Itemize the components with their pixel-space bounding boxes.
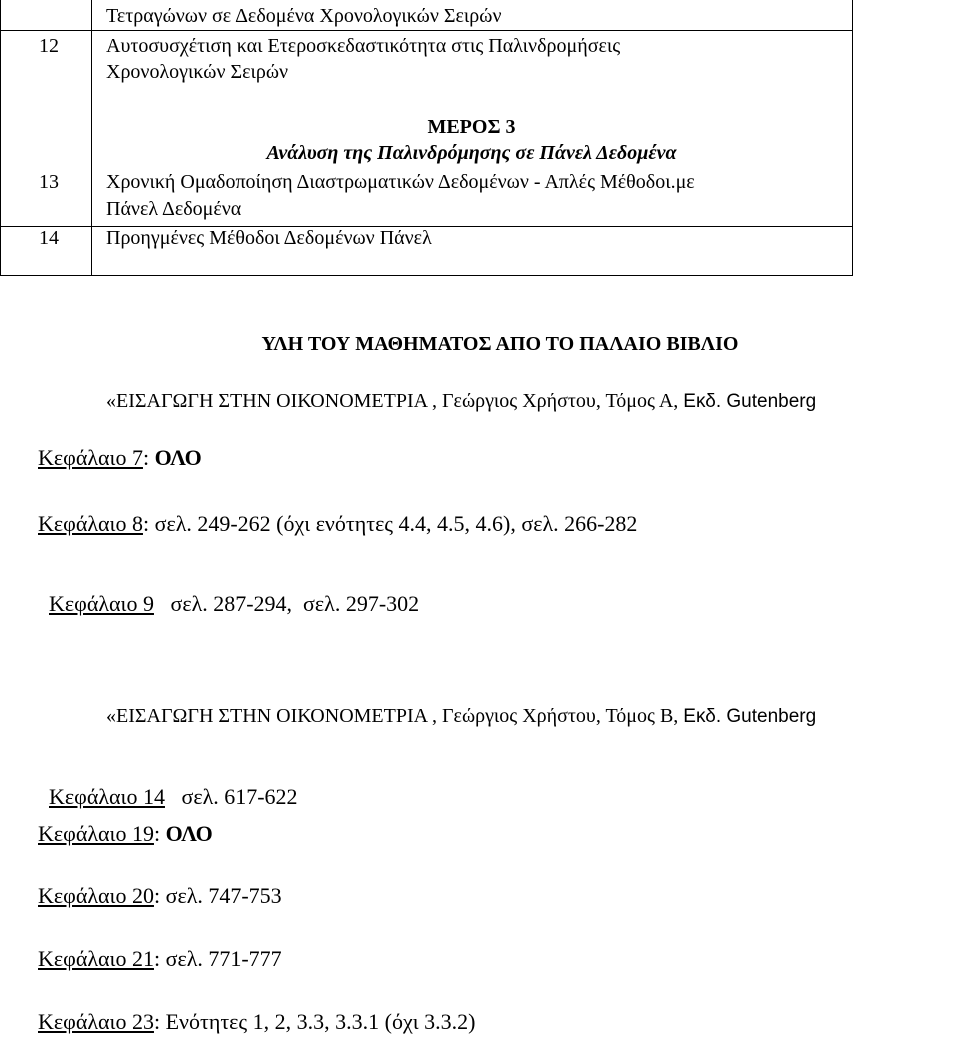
table-row-continued-text: Τετραγώνων σε Δεδομένα Χρονολογικών Σειρών (106, 5, 502, 27)
chapter-pages: σελ. 287-294, σελ. 297-302 (170, 591, 420, 616)
chapter-label: Κεφάλαιο 20 (38, 883, 154, 908)
book-a-publisher: Εκδ. Gutenberg (683, 391, 817, 412)
chapter-separator: : (153, 1009, 166, 1034)
chapter-separator (165, 784, 182, 809)
chapter-scope-bold: ΟΛΟ (154, 445, 202, 470)
table-row-divider (1, 30, 852, 31)
chapter-separator: : (153, 946, 166, 971)
chapter-entry (38, 565, 419, 617)
chapter-entry (38, 1009, 475, 1035)
chapter-pages: Ενότητες 1, 2, 3.3, 3.3.1 (όχι 3.3.2) (165, 1009, 476, 1034)
row-14-title-line1: Προηγμένες Μέθοδοι Δεδομένων Πάνελ (106, 227, 432, 249)
chapter-entry (38, 511, 637, 537)
row-12-title-line2: Χρονολογικών Σειρών (106, 61, 289, 83)
row-number-14: 14 (39, 227, 59, 249)
chapter-pages: σελ. 747-753 (165, 883, 282, 908)
chapter-pages: σελ. 249-262 (όχι ενότητες 4.4, 4.5, 4.6), σελ. 266-282 (154, 511, 638, 536)
row-13-title-line2: Πάνελ Δεδομένα (106, 198, 242, 220)
chapter-label: Κεφάλαιο 14 (49, 784, 165, 809)
row-12-title-line1: Αυτοσυσχέτιση και Ετεροσκεδαστικότητα στις Παλινδρομήσεις (106, 35, 621, 57)
part-subtitle: Ανάλυση της Παλινδρόμησης σε Πάνελ Δεδομένα (266, 142, 677, 164)
book-b-title: «ΕΙΣΑΓΩΓΗ ΣΤΗΝ ΟΙΚΟΝΟΜΕΤΡΙΑ , Γεώργιος Χρήστου, Τόμος Β, (106, 705, 679, 727)
old-book-heading: ΥΛΗ ΤΟΥ ΜΑΘΗΜΑΤΟΣ ΑΠΟ ΤΟ ΠΑΛΑΙΟ ΒΙΒΛΙΟ (261, 333, 739, 355)
chapter-entry (38, 758, 298, 810)
book-a-reference (106, 390, 816, 413)
chapter-label: Κεφάλαιο 9 (49, 591, 154, 616)
chapter-label: Κεφάλαιο 8 (38, 511, 143, 536)
chapter-separator (154, 591, 171, 616)
chapter-label: Κεφάλαιο 21 (38, 946, 154, 971)
book-b-publisher: Εκδ. Gutenberg (683, 706, 817, 727)
chapter-entry (38, 821, 213, 847)
book-a-title: «ΕΙΣΑΓΩΓΗ ΣΤΗΝ ΟΙΚΟΝΟΜΕΤΡΙΑ , Γεώργιος Χρήστου, Τόμος Α, (106, 390, 679, 412)
chapter-label: Κεφάλαιο 23 (38, 1009, 154, 1034)
book-b-reference (106, 705, 816, 728)
row-number-13: 13 (39, 171, 59, 193)
chapter-separator: : (142, 445, 155, 470)
chapter-label: Κεφάλαιο 7 (38, 445, 143, 470)
chapter-pages: σελ. 617-622 (181, 784, 298, 809)
chapter-separator: : (153, 821, 166, 846)
chapter-pages: σελ. 771-777 (165, 946, 282, 971)
row-number-12: 12 (39, 35, 59, 57)
syllabus-table (0, 0, 853, 276)
chapter-entry (38, 883, 282, 909)
chapter-entry (38, 445, 202, 471)
chapter-scope-bold: ΟΛΟ (165, 821, 213, 846)
chapter-entry (38, 946, 282, 972)
part-title: ΜΕΡΟΣ 3 (427, 116, 516, 138)
chapter-separator: : (153, 883, 166, 908)
chapter-label: Κεφάλαιο 19 (38, 821, 154, 846)
chapter-separator: : (142, 511, 155, 536)
row-13-title-line1: Χρονική Ομαδοποίηση Διαστρωματικών Δεδομένων - Απλές Μέθοδοι.με (106, 171, 695, 193)
